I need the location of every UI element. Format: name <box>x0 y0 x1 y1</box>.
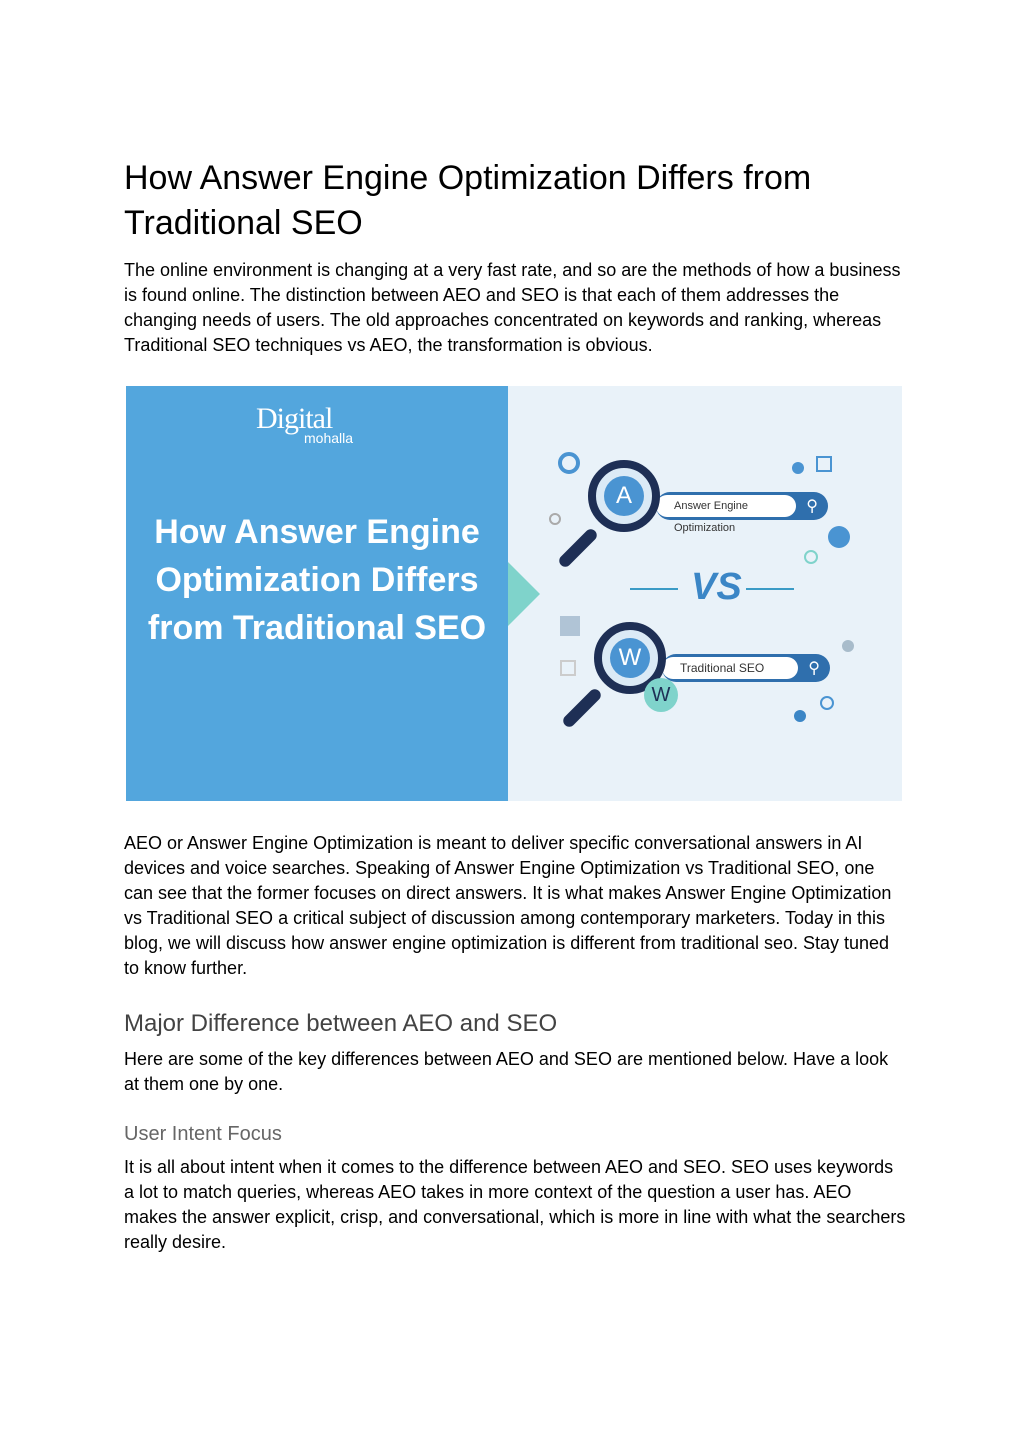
decor-circle <box>804 550 818 564</box>
subsection-heading: User Intent Focus <box>124 1123 282 1145</box>
decor-circle <box>820 696 834 710</box>
search-bar-aeo <box>656 492 828 534</box>
body-paragraph: AEO or Answer Engine Optimization is meant to deliver specific conversational answers in AI devices and voice searches. Speaking of Answer Engine Optimization vs Traditional SEO, one can see that the former focuses on direct answers. It is what makes Answer Engine Optimization vs Traditional SEO a critical subject of discussion among contemporary marketers. Today in this blog, we will discuss how answer engine optimization is different from traditional seo. Stay tuned to know further. <box>124 833 892 978</box>
digital-mohalla-logo <box>256 402 354 446</box>
decor-square <box>816 456 832 472</box>
banner-left-panel <box>126 386 508 801</box>
search-bar-seo <box>662 654 830 682</box>
letter-a-badge: A <box>604 476 644 516</box>
magnifier-handle <box>561 687 603 729</box>
decor-dot <box>794 710 806 722</box>
decor-dot <box>828 526 850 548</box>
banner-image <box>126 386 902 801</box>
search-bar-seo-text: Traditional SEO <box>662 657 798 679</box>
banner-heading: How Answer Engine Optimization Differs from Traditional SEO <box>147 513 487 647</box>
subsection-paragraph: It is all about intent when it comes to the difference between AEO and SEO. SEO uses keywords a lot to match queries, whereas AEO takes in more context of the question a user has. AEO makes the answer explicit, crisp, and conversational, which is more in line with what the searchers really desire. <box>124 1157 906 1252</box>
decor-dot <box>792 462 804 474</box>
decor-circle <box>549 513 561 525</box>
teal-arrow-shape <box>508 562 540 626</box>
logo-sub-text: mohalla <box>304 430 354 446</box>
decor-square <box>560 616 580 636</box>
decor-square <box>560 660 576 676</box>
title-block <box>124 156 906 246</box>
magnifier-icon <box>588 460 660 532</box>
section-paragraph: Here are some of the key differences between AEO and SEO are mentioned below. Have a look at them one by one. <box>124 1049 889 1094</box>
section-heading: Major Difference between AEO and SEO <box>124 1010 558 1037</box>
decor-circle <box>558 452 580 474</box>
page-title: How Answer Engine Optimization Differs from Traditional SEO <box>124 159 812 242</box>
magnifier-handle <box>557 527 599 569</box>
arrow-right-line <box>630 588 678 590</box>
letter-w-badge: W <box>610 638 650 678</box>
arrow-left-line <box>746 588 794 590</box>
vs-text: VS <box>691 566 742 608</box>
w-circle-badge: W <box>644 678 678 712</box>
decor-dot <box>842 640 854 652</box>
search-icon: ⚲ <box>806 498 818 515</box>
logo-main-text: Digital <box>256 402 333 435</box>
intro-paragraph: The online environment is changing at a very fast rate, and so are the methods of how a business is found online. The distinction between AEO and SEO is that each of them addresses the changing needs of users. The old approaches concentrated on keywords and ranking, whereas Traditional SEO techniques vs AEO, the transformation is obvious. <box>124 260 901 355</box>
search-icon: ⚲ <box>808 660 820 677</box>
search-bar-aeo-text: Answer Engine Optimization <box>656 495 796 517</box>
